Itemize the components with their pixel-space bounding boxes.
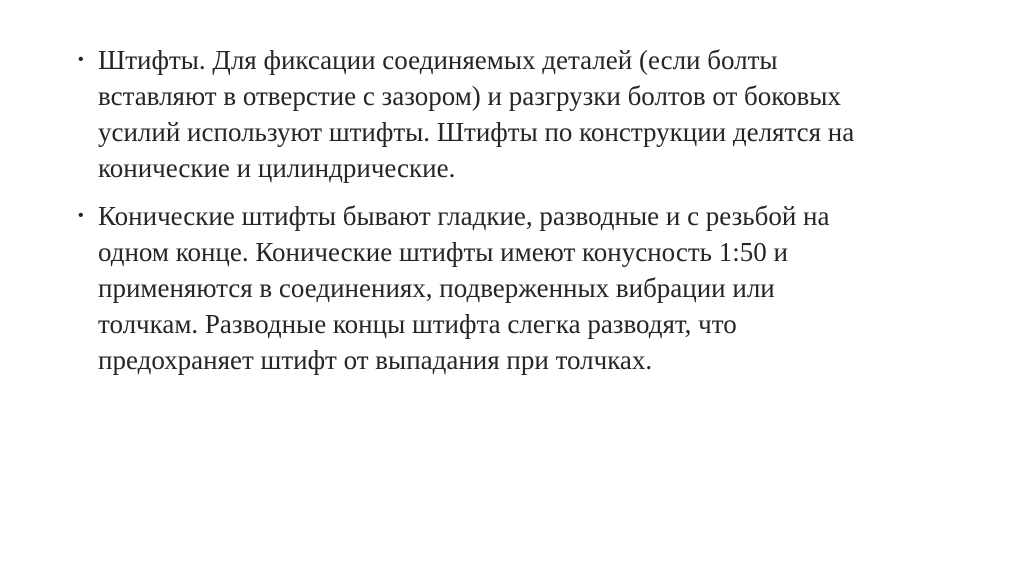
bullet-text: Штифты. Для фиксации соединяемых деталей (если болты вставляют в отверстие с зазором) и разгрузки болтов от боковых усилий используют штифты. Штифты по конструкции делятся на конические и цилиндрические. — [98, 45, 855, 183]
bullet-marker: • — [78, 51, 84, 68]
bullet-marker: • — [78, 207, 84, 224]
slide-body — [78, 42, 958, 390]
bullet-item-conical-pins — [78, 198, 958, 378]
bullet-text: Конические штифты бывают гладкие, разводные и с резьбой на одном конце. Конические штифты имеют конусность 1:50 и применяются в соединениях, подверженных вибрации или толчкам. Разводные концы штифта слегка разводят, что предохраняет штифт от выпадания при толчках. — [98, 201, 830, 375]
bullet-item-pins-intro — [78, 42, 958, 186]
